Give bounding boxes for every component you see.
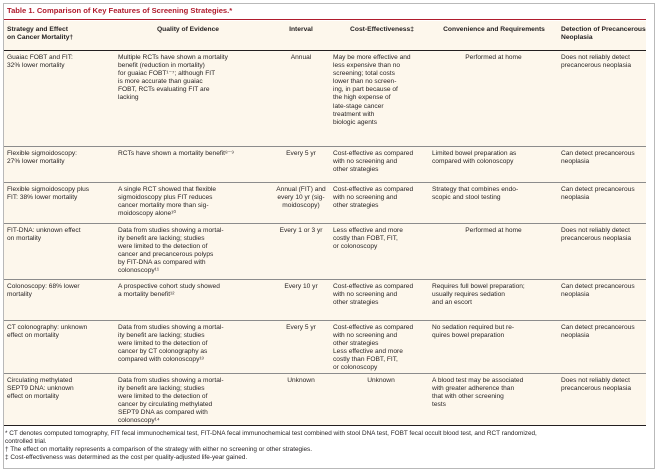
cell-convenience: No sedation required but re- quires bowel preparation [432,324,515,340]
table-row [4,147,646,183]
cell-quality: Data from studies showing a mortal- ity benefit are lacking; studies were limited to the detection of cancer and precancerous polyps by FIT-DNA as compared with colonoscopy¹¹ [118,227,224,275]
cell-interval: Every 5 yr [286,324,316,331]
footnote: ‡ Cost-effectiveness was determined as the cost per quality-adjusted life-year gained. [5,454,248,461]
table-row [4,374,646,426]
cell-convenience: Performed at home [465,54,522,61]
cell-quality: RCTs have shown a mortality benefit⁸⁻⁹ [118,150,235,157]
cell-convenience: A blood test may be associated with greater adherence than that with other screening tests [432,377,524,409]
cell-detection: Can detect precancerous neoplasia [561,150,635,166]
cell-cost: Cost-effective as compared with no screening and other strategies [333,186,414,210]
cell-interval: Every 10 yr [284,283,318,290]
cell-cost: Less effective and more costly than FOBT, FIT, or colonoscopy [333,227,403,251]
screening-table [4,21,646,426]
footnote: † The effect on mortality represents a comparison of the strategy with either no screening or other strategies. [5,446,313,453]
title-divider [4,19,646,20]
header-strategy: Strategy and Effect on Cancer Mortality† [7,26,74,42]
cell-quality: Multiple RCTs have shown a mortality benefit (reduction in mortality) for guaiac FOBT¹⁻⁷; although FIT is more accurate than guaiac FOBT, RCTs evaluating FIT are lacking [118,54,228,102]
cell-strategy: Colonoscopy: 68% lower mortality [7,283,80,299]
cell-convenience: Requires full bowel preparation; usually requires sedation and an escort [432,283,525,307]
table-row [4,183,646,224]
cell-detection: Does not reliably detect precancerous neoplasia [561,54,632,70]
cell-strategy: Guaiac FOBT and FIT: 32% lower mortality [7,54,73,70]
header-row [4,21,646,51]
cell-quality: Data from studies showing a mortal- ity benefit are lacking; studies were limited to the detection of cancer by CT colonography as compared with colonoscopy¹³ [118,324,224,364]
table-row [4,280,646,321]
cell-interval: Annual (FIT) and every 10 yr (sig- moidoscopy) [276,186,326,210]
cell-strategy: CT colonography: unknown effect on mortality [7,324,88,340]
cell-interval: Annual [290,54,312,61]
footnote: * CT denotes computed tomography, FIT fecal immunochemical test, FIT-DNA fecal immunochemical test combined with stool DNA test, FOBT fecal occult blood test, and RCT randomized, controlled trial. [5,430,537,445]
cell-quality: A prospective cohort study showed a mortality benefit¹² [118,283,220,299]
cell-cost: May be more effective and less expensive than no screening; total costs lower than no screen- ing, in part because of the high expense of late-stage cancer treatment with biologic agents [333,54,411,126]
cell-strategy: Flexible sigmoidoscopy plus FIT: 38% lower mortality [7,186,90,202]
cell-cost: Cost-effective as compared with no screening and other strategies Less effective and more costly than FOBT, FIT, or colonoscopy [333,324,414,372]
cell-strategy: Circulating methylated SEPT9 DNA: unknown effect on mortality [7,377,74,401]
cell-convenience: Strategy that combines endo- scopic and stool testing [432,186,519,202]
cell-detection: Does not reliably detect precancerous neoplasia [561,227,632,243]
cell-quality: A single RCT showed that flexible sigmoidoscopy plus FIT reduces cancer mortality more than sig- moidoscopy alone¹⁰ [118,186,217,218]
cell-interval: Every 5 yr [286,150,316,157]
table-row [4,51,646,147]
cell-strategy: Flexible sigmoidoscopy: 27% lower mortality [7,150,77,166]
header-convenience: Convenience and Requirements [443,26,545,33]
cell-strategy: FIT-DNA: unknown effect on mortality [7,227,81,243]
header-interval: Interval [289,26,313,33]
header-cost: Cost-Effectiveness‡ [350,26,414,33]
table-row [4,321,646,374]
cell-interval: Every 1 or 3 yr [279,227,323,234]
cell-cost: Cost-effective as compared with no screening and other strategies [333,283,414,307]
cell-detection: Can detect precancerous neoplasia [561,283,635,299]
table-row [4,224,646,280]
cell-detection: Can detect precancerous neoplasia [561,324,635,340]
cell-cost: Cost-effective as compared with no screening and other strategies [333,150,414,174]
cell-detection: Does not reliably detect precancerous neoplasia [561,377,632,393]
table-title: Table 1. Comparison of Key Features of Screening Strategies.* [7,6,233,15]
cell-interval: Unknown [287,377,315,384]
cell-detection: Can detect precancerous neoplasia [561,186,635,202]
header-quality: Quality of Evidence [156,26,220,33]
cell-quality: Data from studies showing a mortal- ity benefit are lacking; studies were limited to the detection of cancer by circulating methylated SEPT9 DNA as compared with colonoscopy¹⁴ [118,377,224,425]
cell-cost: Unknown [367,377,395,384]
header-detection: Detection of Precancerous Neoplasia [561,26,646,42]
cell-convenience: Performed at home [465,227,522,234]
cell-convenience: Limited bowel preparation as compared with colonoscopy [432,150,517,166]
table-footnotes [5,430,645,462]
